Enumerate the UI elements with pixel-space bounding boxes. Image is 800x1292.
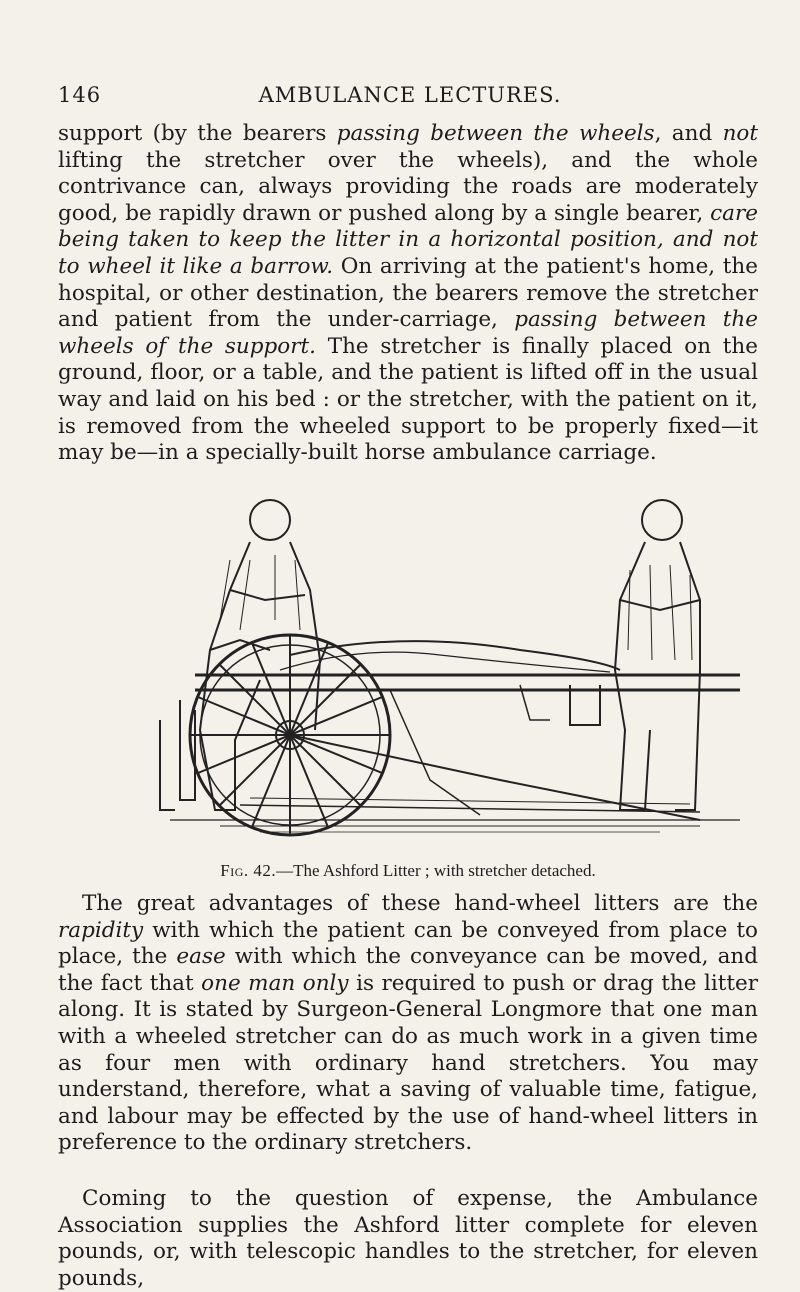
paragraph-1 (58, 121, 758, 467)
emphasis-text: one man only (201, 970, 349, 996)
ashford-litter-illustration (100, 480, 740, 840)
emphasis-text: passing between the wheels (336, 121, 655, 146)
figure-label: Fig. 42. (220, 861, 277, 880)
right-bearer-figure (615, 500, 700, 810)
figure-ashford-litter (100, 480, 740, 840)
page-header (58, 83, 762, 113)
body-text: Coming to the question of expense, the Ambulance Association supplies the Ashford litter complete for eleven pounds, or, with telescopic handles to the stretcher, for eleven pounds, (58, 1186, 758, 1291)
body-text: , and (654, 121, 723, 146)
body-text: support (by the bearers (58, 121, 337, 146)
body-text: with which the conveyance can be moved, and the fact that (58, 944, 758, 996)
emphasis-text: care being taken to keep the litter in a horizontal position, and not to wheel it like a barrow. (58, 200, 758, 279)
body-text: lifting the stretcher over the wheels), and the whole contrivance can, always providing the roads are moderately good, be rapidly drawn or pushed along by a single bearer, (58, 147, 758, 226)
paragraph-2 (58, 891, 758, 1157)
emphasis-text: ease (176, 944, 226, 970)
figure-caption-text: —The Ashford Litter ; with stretcher detached. (276, 861, 596, 880)
emphasis-text: passing between the wheels of the support. (58, 307, 758, 359)
emphasis-text: not (722, 121, 759, 146)
body-text: with which the patient can be conveyed from place to place, the (58, 917, 758, 970)
running-title: AMBULANCE LECTURES. (258, 83, 562, 107)
figure-caption (58, 861, 758, 881)
body-text: On arriving at the patient's home, the hospital, or other destination, the bearers remove the stretcher and patient from the under-carriage, (58, 253, 759, 333)
stretcher (195, 641, 740, 725)
paragraph-3 (58, 1186, 758, 1292)
body-text: The stretcher is finally placed on the ground, floor, or a table, and the patient is lifted off in the usual way and laid on his bed : or the stretcher, with the patient on it, is removed from the wheeled support to be properly fixed—it may be—in a specially-built horse ambulance carriage. (58, 333, 758, 466)
body-text: is required to push or drag the litter along. It is stated by Surgeon-General Longmore that one man with a wheeled stretcher can do as much work in a given time as four men with ordinary hand stretchers. You may understand, therefore, what a saving of valuable time, fatigue, and labour may be effected by the use of hand-wheel litters in preference to the ordinary stretchers. (58, 970, 758, 1156)
body-text: The great advantages of these hand-wheel litters are the (82, 891, 758, 916)
emphasis-text: rapidity (58, 917, 144, 943)
page-number: 146 (58, 83, 102, 107)
